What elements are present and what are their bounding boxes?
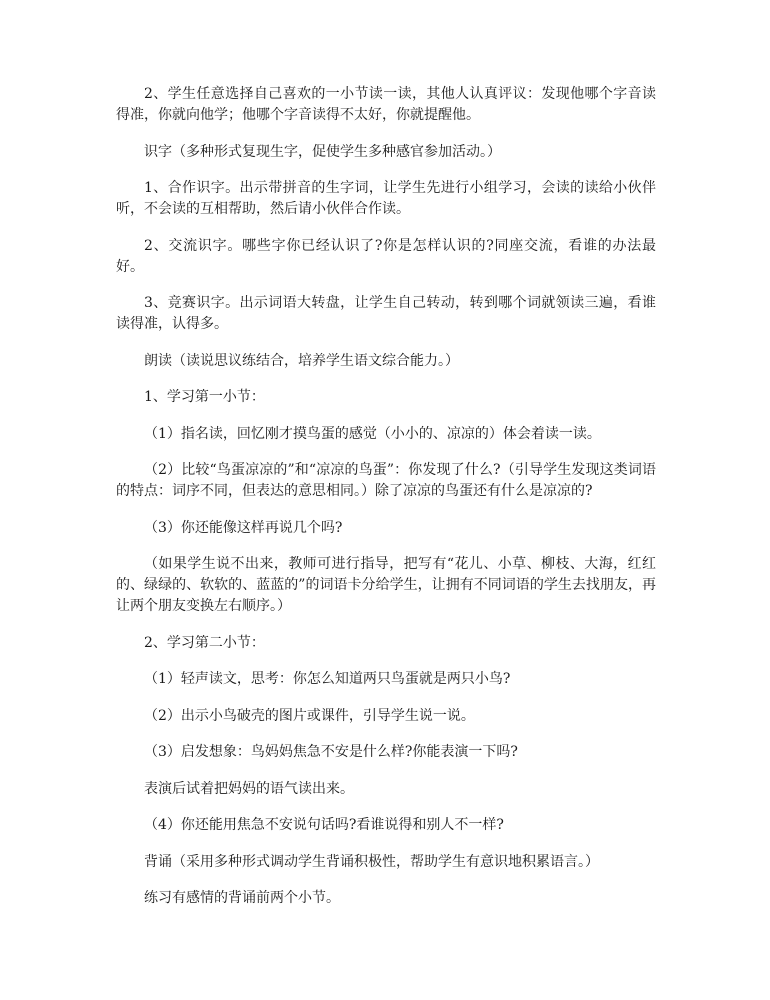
- section-heading-literacy: 识字（多种形式复现生字，促使学生多种感官参加活动。）: [144, 143, 501, 160]
- paragraph-perform-reading: 表演后试着把妈妈的语气读出来。: [144, 780, 354, 797]
- section-heading-reading-aloud: 朗读（读说思议练结合，培养学生语文综合能力。）: [144, 352, 459, 369]
- subheading-second-section: 2、学习第二小节：: [144, 634, 265, 651]
- paragraph-step-2-1: （1）轻声读文，思考：你怎么知道两只鸟蛋就是两只小鸟?: [144, 671, 511, 687]
- paragraph-teacher-guidance: （如果学生说不出来，教师可进行指导，把写有“花儿、小草、柳枝、大海，红红的、绿绿的、软软的、蓝蓝的”的词语卡分给学生，让拥有不同词语的学生去找朋友，再让两个朋友变换左右顺序。）: [116, 556, 656, 614]
- subheading-first-section: 1、学习第一小节：: [144, 389, 265, 405]
- paragraph-recitation-practice: 练习有感情的背诵前两个小节。: [144, 890, 340, 906]
- paragraph-step-1-1: （1）指名读，回忆刚才摸鸟蛋的感觉（小小的、凉凉的）体会着读一读。: [144, 425, 601, 442]
- paragraph-read-and-review: 2、学生任意选择自己喜欢的一小节读一读，其他人认真评议：发现他哪个字音读得准，你就向他学；他哪个字音读得不太好，你就提醒他。: [116, 86, 656, 123]
- paragraph-step-2-3: （3）启发想象：鸟妈妈焦急不安是什么样?你能表演一下吗?: [144, 744, 518, 760]
- paragraph-step-1-3: （3）你还能像这样再说几个吗?: [144, 519, 343, 536]
- paragraph-step-2-4: （4）你还能用焦急不安说句话吗?看谁说得和别人不一样?: [144, 817, 504, 833]
- paragraph-cooperative-literacy: 1、合作识字。出示带拼音的生字词，让学生先进行小组学习，会读的读给小伙伴听，不会读的互相帮助，然后请小伙伴合作读。: [116, 180, 656, 217]
- document-body: [116, 84, 656, 925]
- paragraph-step-2-2: （2）出示小鸟破壳的图片或课件，引导学生说一说。: [144, 707, 475, 724]
- paragraph-step-1-2: （2）比较“鸟蛋凉凉的”和“凉凉的鸟蛋”：你发现了什么?（引导学生发现这类词语的特点：词序不同，但表达的意思相同。）除了凉凉的鸟蛋还有什么是凉凉的?: [116, 462, 656, 499]
- paragraph-exchange-literacy: 2、交流识字。哪些字你已经认识了?你是怎样认识的?同座交流，看谁的办法最好。: [116, 237, 656, 275]
- section-heading-recitation: 背诵（采用多种形式调动学生背诵积极性，帮助学生有意识地积累语言。）: [144, 853, 599, 870]
- paragraph-competition-literacy: 3、竞赛识字。出示词语大转盘，让学生自己转动，转到哪个词就领读三遍，看谁读得准，认得多。: [116, 295, 656, 332]
